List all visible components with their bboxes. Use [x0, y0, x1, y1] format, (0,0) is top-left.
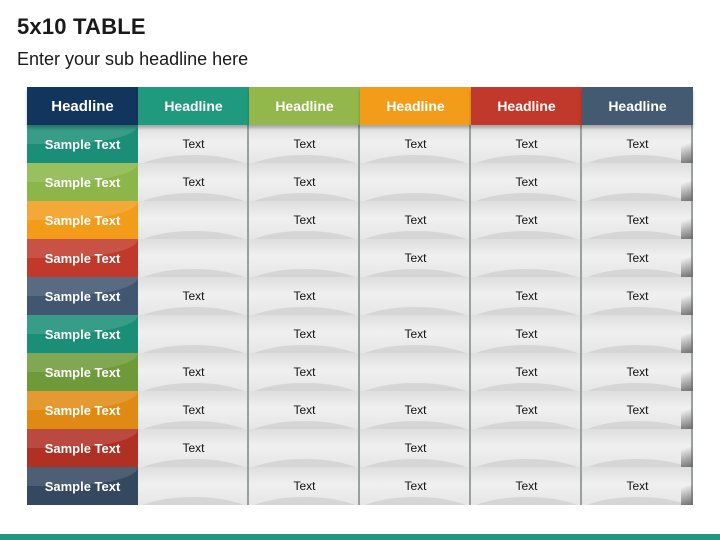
cell-text: Text [293, 213, 316, 227]
table-cell [138, 277, 249, 315]
cell-text: Text [626, 479, 649, 493]
table-row [27, 315, 693, 353]
table-cell [138, 201, 249, 239]
row-label-text: Sample Text [44, 440, 121, 456]
table-header-row [27, 87, 693, 125]
header-cell: Headline [582, 87, 693, 125]
table-cell [582, 429, 693, 467]
table-row [27, 239, 693, 277]
row-label-text: Sample Text [44, 478, 121, 494]
table-cell [249, 201, 360, 239]
cell-text: Text [626, 403, 649, 417]
table-cell [582, 277, 693, 315]
table-cell [471, 429, 582, 467]
row-label-text: Sample Text [44, 326, 121, 342]
row-label-text: Sample Text [44, 288, 121, 304]
cell-text: Text [182, 289, 205, 303]
cell-corner-shadow [681, 283, 693, 315]
cell-text: Text [182, 137, 205, 151]
table-row [27, 125, 693, 163]
cell-text: Text [515, 175, 538, 189]
row-label [27, 467, 138, 505]
row-label [27, 163, 138, 201]
cell-corner-shadow [681, 321, 693, 353]
cell-text: Text [182, 403, 205, 417]
cell-corner-shadow [681, 359, 693, 391]
row-label [27, 277, 138, 315]
row-label [27, 125, 138, 163]
cell-text: Text [626, 365, 649, 379]
header-cell: Headline [471, 87, 582, 125]
cell-text: Text [293, 365, 316, 379]
cell-text: Text [626, 137, 649, 151]
table-cell [471, 353, 582, 391]
table-cell [360, 353, 471, 391]
cell-corner-shadow [681, 131, 693, 163]
table-cell [471, 163, 582, 201]
table-cell [471, 467, 582, 505]
table-row [27, 201, 693, 239]
table-cell [582, 353, 693, 391]
cell-corner-shadow [681, 397, 693, 429]
table-cell [249, 163, 360, 201]
cell-text: Text [515, 327, 538, 341]
cell-text: Text [626, 251, 649, 265]
cell-text: Text [404, 137, 427, 151]
cell-text: Text [515, 289, 538, 303]
table-cell [249, 467, 360, 505]
table-cell [360, 429, 471, 467]
cell-text: Text [182, 441, 205, 455]
table-cell [360, 277, 471, 315]
row-label-text: Sample Text [44, 136, 121, 152]
cell-corner-shadow [681, 245, 693, 277]
table-cell [138, 125, 249, 163]
table-cell [360, 125, 471, 163]
cell-text: Text [182, 175, 205, 189]
cell-text: Text [404, 213, 427, 227]
header-cell-corner: Headline [27, 87, 138, 125]
row-label [27, 429, 138, 467]
row-label-text: Sample Text [44, 250, 121, 266]
cell-text: Text [404, 479, 427, 493]
table-cell [360, 239, 471, 277]
table-cell [249, 315, 360, 353]
cell-text: Text [515, 213, 538, 227]
table-cell [471, 201, 582, 239]
table-cell [471, 391, 582, 429]
table-cell [249, 429, 360, 467]
row-label [27, 391, 138, 429]
table-cell [138, 429, 249, 467]
table-cell [138, 391, 249, 429]
cell-text: Text [515, 365, 538, 379]
cell-text: Text [293, 479, 316, 493]
header-cell: Headline [249, 87, 360, 125]
table-cell [471, 239, 582, 277]
header-cell: Headline [138, 87, 249, 125]
table-cell [360, 391, 471, 429]
table-cell [471, 277, 582, 315]
table-row [27, 277, 693, 315]
table-cell [582, 391, 693, 429]
table-cell [471, 125, 582, 163]
row-label [27, 315, 138, 353]
row-label [27, 353, 138, 391]
table-cell [138, 239, 249, 277]
table-cell [582, 239, 693, 277]
table-cell [138, 163, 249, 201]
table-cell [582, 315, 693, 353]
cell-text: Text [626, 289, 649, 303]
cell-text: Text [404, 327, 427, 341]
table-cell [138, 315, 249, 353]
table-cell [138, 467, 249, 505]
cell-text: Text [515, 479, 538, 493]
cell-corner-shadow [681, 473, 693, 505]
table-body [27, 125, 693, 505]
table-cell [582, 467, 693, 505]
table-cell [138, 353, 249, 391]
table-cell [249, 125, 360, 163]
table-row [27, 429, 693, 467]
cell-text: Text [293, 327, 316, 341]
cell-text: Text [404, 403, 427, 417]
table-cell [471, 315, 582, 353]
cell-text: Text [293, 289, 316, 303]
cell-text: Text [293, 403, 316, 417]
table-cell [360, 163, 471, 201]
table-cell [582, 125, 693, 163]
row-label-text: Sample Text [44, 212, 121, 228]
cell-text: Text [404, 441, 427, 455]
cell-text: Text [626, 213, 649, 227]
cell-corner-shadow [681, 435, 693, 467]
row-label-text: Sample Text [44, 174, 121, 190]
table-cell [249, 353, 360, 391]
row-label-text: Sample Text [44, 402, 121, 418]
cell-text: Text [293, 137, 316, 151]
table-cell [249, 239, 360, 277]
cell-corner-shadow [681, 169, 693, 201]
table-cell [360, 315, 471, 353]
table-row [27, 163, 693, 201]
cell-text: Text [515, 403, 538, 417]
table-cell [582, 201, 693, 239]
data-table [27, 87, 693, 505]
table-row [27, 353, 693, 391]
table-row [27, 391, 693, 429]
table-row [27, 467, 693, 505]
table-cell [582, 163, 693, 201]
bottom-accent-bar [0, 534, 720, 540]
table-cell [360, 467, 471, 505]
table-cell [249, 277, 360, 315]
cell-text: Text [515, 137, 538, 151]
header-cell: Headline [360, 87, 471, 125]
row-label [27, 201, 138, 239]
row-label-text: Sample Text [44, 364, 121, 380]
cell-text: Text [293, 175, 316, 189]
cell-corner-shadow [681, 207, 693, 239]
table-cell [360, 201, 471, 239]
cell-text: Text [404, 251, 427, 265]
table-cell [249, 391, 360, 429]
slide-title: 5x10 TABLE [17, 14, 146, 39]
slide-subtitle: Enter your sub headline here [17, 49, 249, 69]
row-label [27, 239, 138, 277]
cell-text: Text [182, 365, 205, 379]
